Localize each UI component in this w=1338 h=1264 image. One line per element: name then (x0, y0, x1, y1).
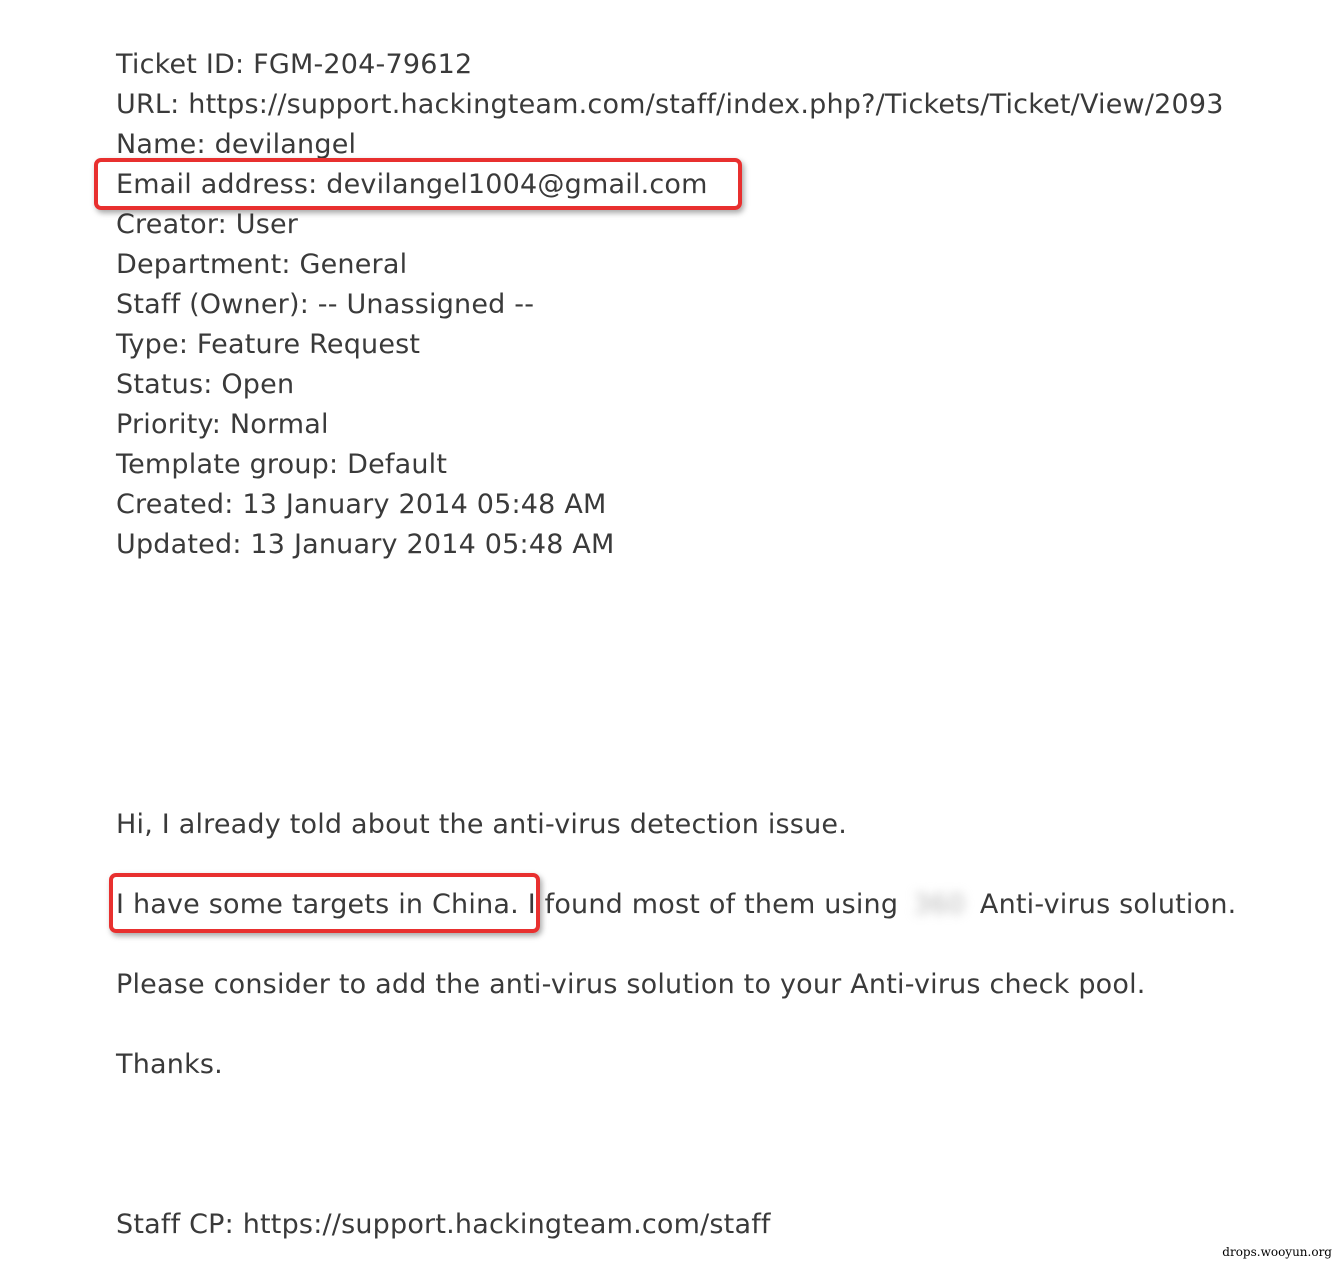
ticket-id-value: FGM-204-79612 (253, 49, 473, 80)
type-value: Feature Request (196, 329, 421, 360)
created-row (116, 485, 607, 525)
staff-owner-row (116, 285, 534, 325)
creator-label: Creator : (116, 209, 236, 240)
ticket-id-row (116, 45, 472, 85)
email-value[interactable]: devilangel1004@gmail.com (326, 169, 708, 200)
creator-row (116, 205, 298, 245)
template-group-label: Template group : (116, 449, 347, 480)
type-row (116, 325, 420, 365)
url-value[interactable]: https://support.hackingteam.com/staff/index.php?/Tickets/Ticket/View/2093 (188, 89, 1224, 120)
template-group-value: Default (347, 449, 448, 480)
status-row (116, 365, 294, 405)
message-request: Please consider to add the anti-virus solution to your Anti-virus check pool. (116, 969, 1146, 1000)
status-value: Open (221, 369, 295, 400)
created-label: Created : (116, 489, 242, 520)
targets-rest-after: Anti-virus solution. (971, 889, 1237, 920)
template-group-row (116, 445, 447, 485)
message-greeting: Hi, I already told about the anti-virus detection issue. (116, 809, 847, 840)
priority-row (116, 405, 329, 445)
priority-label: Priority : (116, 409, 230, 440)
department-label: Department : (116, 249, 299, 280)
updated-row (116, 525, 615, 565)
creator-value: User (235, 209, 299, 240)
email-row (116, 165, 708, 205)
staff-cp-url[interactable]: https://support.hackingteam.com/staff (242, 1209, 771, 1240)
department-row (116, 245, 407, 285)
staff-owner-label: Staff (Owner) : (116, 289, 318, 320)
status-label: Status : (116, 369, 221, 400)
department-value: General (299, 249, 408, 280)
targets-highlight-text: I have some targets in China. (116, 889, 519, 920)
ticket-id-label: Ticket ID : (116, 49, 253, 80)
message-targets-line (116, 885, 1236, 925)
redacted-product-name: 360 (912, 889, 966, 920)
staff-cp-label: Staff CP : (116, 1209, 243, 1240)
url-label: URL : (116, 89, 188, 120)
type-label: Type : (116, 329, 197, 360)
updated-value: 13 January 2014 05:48 AM (250, 529, 615, 560)
updated-label: Updated : (116, 529, 250, 560)
name-value: devilangel (214, 129, 357, 160)
name-label: Name : (116, 129, 215, 160)
name-row (116, 125, 356, 165)
email-label: Email address : (116, 169, 326, 200)
staff-cp-row (116, 1205, 771, 1245)
watermark: drops.wooyun.org (1222, 1245, 1332, 1259)
priority-value: Normal (229, 409, 329, 440)
created-value: 13 January 2014 05:48 AM (242, 489, 607, 520)
targets-rest-before: I found most of them using (518, 889, 907, 920)
message-closing: Thanks. (116, 1049, 223, 1080)
url-row (116, 85, 1224, 125)
staff-owner-value: -- Unassigned -- (317, 289, 535, 320)
